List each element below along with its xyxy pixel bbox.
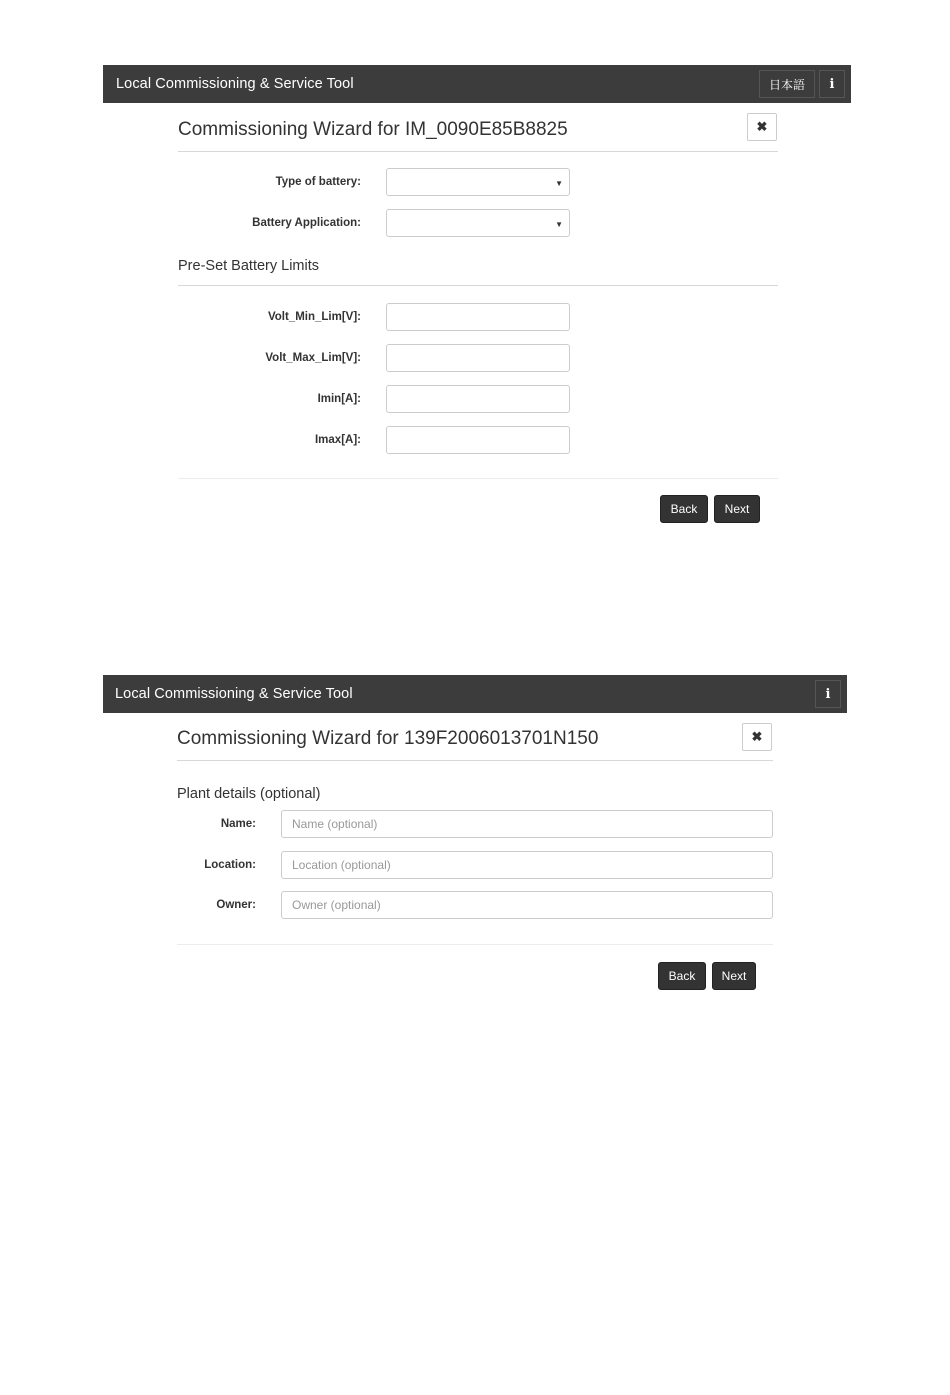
location-placeholder: Location (optional) [292,858,391,872]
owner-input[interactable] [281,891,773,919]
location-label: Location: [204,859,256,871]
info-icon[interactable]: i [819,70,845,98]
imin-row [103,385,570,413]
battery-type-row [103,168,570,196]
top-navbar [103,675,847,713]
volt-max-label: Volt_Max_Lim[V]: [265,352,361,364]
info-icon[interactable]: i [815,680,841,708]
name-placeholder: Name (optional) [292,817,378,831]
wizard-footer [660,495,760,523]
footer-divider [178,478,778,479]
battery-type-label: Type of battery: [275,176,361,188]
name-label: Name: [220,818,256,830]
volt-min-input[interactable] [386,303,570,331]
app-title: Local Commissioning & Service Tool [116,76,354,92]
wizard-title: Commissioning Wizard for 139F2006013701N150 [177,728,599,749]
battery-application-label: Battery Application: [252,217,361,229]
next-button[interactable]: Next [712,962,756,990]
owner-label: Owner: [216,899,256,911]
back-button[interactable]: Back [660,495,708,523]
location-row [103,851,773,879]
footer-divider [177,944,773,945]
name-row [103,810,773,838]
owner-placeholder: Owner (optional) [292,898,381,912]
app-title: Local Commissioning & Service Tool [115,686,353,702]
top-navbar [103,65,851,103]
wizard-footer [658,962,756,990]
wizard-header [178,103,778,152]
chevron-down-icon: ▼ [555,179,563,188]
wizard-header [177,713,773,761]
location-input[interactable] [281,851,773,879]
volt-max-input[interactable] [386,344,570,372]
imax-row [103,426,570,454]
navbar-actions [759,70,845,98]
battery-application-row [103,209,570,237]
imin-input[interactable] [386,385,570,413]
wizard-title: Commissioning Wizard for IM_0090E85B8825 [178,119,568,140]
back-button[interactable]: Back [658,962,706,990]
imin-label: Imin[A]: [317,393,361,405]
plant-details-screen [103,675,847,1033]
volt-min-row [103,303,570,331]
chevron-down-icon: ▼ [555,220,563,229]
imax-input[interactable] [386,426,570,454]
plant-section-title: Plant details (optional) [177,786,321,802]
battery-application-select[interactable] [386,209,570,237]
battery-wizard-screen [103,65,851,583]
volt-max-row [103,344,570,372]
volt-min-label: Volt_Min_Lim[V]: [267,311,361,323]
name-input[interactable] [281,810,773,838]
close-icon[interactable]: ✖ [742,723,772,751]
imax-label: Imax[A]: [314,434,361,446]
limits-section-title: Pre-Set Battery Limits [178,258,320,274]
next-button[interactable]: Next [714,495,760,523]
navbar-actions [815,680,841,708]
limits-divider [178,285,778,286]
language-button[interactable]: 日本語 [759,70,815,98]
wizard-dialog [103,713,847,1033]
wizard-dialog [103,103,851,583]
close-icon[interactable]: ✖ [747,113,777,141]
battery-type-select[interactable] [386,168,570,196]
owner-row [103,891,773,919]
